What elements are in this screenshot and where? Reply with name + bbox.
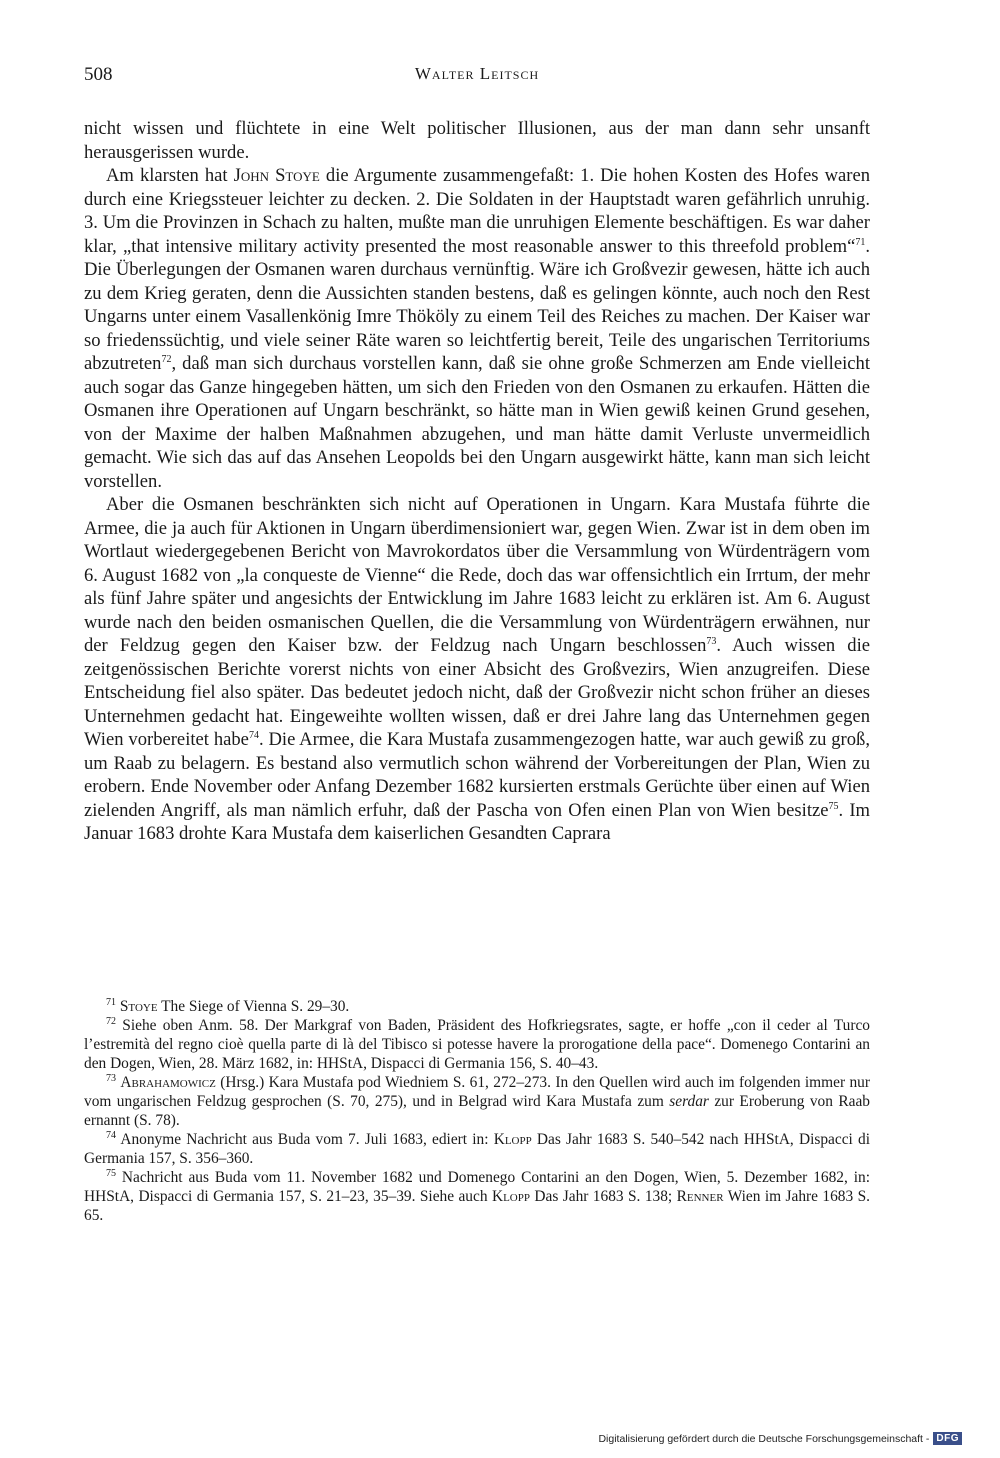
footnote-74: $^{74}$ Anonyme Nachricht aus Buda vom 7. Juli 1683, ediert in: Klopp Das Jahr 1683 S. 540–542 nach HHStA, Dispacci di Germania 157, S. 356–360. xyxy=(84,1129,870,1167)
author-name: Stoye xyxy=(119,998,158,1015)
footnote-ref: 75 xyxy=(828,800,839,812)
footnotes xyxy=(84,997,870,1225)
footnote-ref: 74 xyxy=(248,729,259,741)
footnote-ref: 72 xyxy=(161,353,172,365)
paragraph: Aber die Osmanen beschränkten sich nicht auf Operationen in Ungarn. Kara Mustafa führte die Armee, die ja auch für Aktionen in Ungarn überdimensioniert war, gegen Wien. Zwar ist in dem oben im Wortlaut wiedergegebenen Bericht von Mavrokordatos über die Versammlung von Würdenträgern vom 6. August 1682 von „la conqueste de Vienne“ die Rede, doch das war offensichtlich ein Irrtum, der mehr als fünf Jahre später und angesichts der Entwicklung im Jahre 1683 leicht zu erklären ist. Am 6. August wurde nach den beiden osmanischen Quellen, die die Versammlung von Würdenträgern erwähnen, nur der Feldzug gegen den Kaiser bzw. der Feldzug nach Ungarn beschlossen$^{73}$. Auch wissen die zeitgenössischen Berichte vorerst nichts von einer Absicht des Großvezirs, Wien anzugreifen. Diese Entscheidung fiel also später. Das bedeutet jedoch nicht, daß der Großvezir nicht schon früher an dieses Unternehmen gedacht hat. Eingeweihte wollten wissen, daß er drei Jahre lang das Unternehmen gegen Wien vorbereitet habe$^{74}$. Die Armee, die Kara Mustafa zusammengezogen hatte, war auch gewiß zu groß, um Raab zu belagern. Es bestand also vermutlich schon während der Vorbereitungen der Plan, Wien zu erobern. Ende November oder Anfang Dezember 1682 kursierten erstmals Gerüchte über einen auf Wien zielenden Angriff, als man nämlich erfuhr, daß der Pascha von Ofen einen Plan von Wien besitze$^{75}$. Im Januar 1683 drohte Kara Mustafa dem kaiserlichen Gesandten Caprara xyxy=(84,494,871,844)
footnote-75: $^{75}$ Nachricht aus Buda vom 11. November 1682 und Domenego Contarini an den Dogen, Wien, 5. Dezember 1682, in: HHStA, Dispacci di Germania 157, S. 21–23, 35–39. Siehe auch Klopp Das Jahr 1683 S. 138; Renner Wien im Jahre 1683 S. 65. xyxy=(84,1167,870,1224)
dfg-logo-icon: DFG xyxy=(933,1432,962,1445)
page-number: 508 xyxy=(84,64,113,85)
footnote-ref: 73 xyxy=(706,635,717,647)
main-text xyxy=(84,117,870,846)
footnote-73: $^{73}$ Abrahamowicz (Hrsg.) Kara Mustafa pod Wiedniem S. 61, 272–273. In den Quellen wird auch im folgenden immer nur vom ungarischen Feldzug gesprochen (S. 70, 275), und in Belgrad wird Kara Mustafa zum serdar zur Eroberung von Raab ernannt (S. 78). xyxy=(84,1072,870,1129)
author-name: Renner xyxy=(676,1188,724,1205)
footnote-ref: 71 xyxy=(855,236,866,248)
author-name: John Stoye xyxy=(233,165,320,186)
footnote-72: $^{72}$ Siehe oben Anm. 58. Der Markgraf von Baden, Präsident des Hofkriegsrates, sagte, er hoffe „con il ceder al Turco l’estremità del regno cioè quella parte di là del Tibisco si potesse havere la prorogatione della pace“. Domenego Contarini an den Dogen, Wien, 28. März 1682, in: HHStA, Dispacci di Germania 156, S. 40–43. xyxy=(84,1015,870,1072)
author-name: Klopp xyxy=(491,1188,530,1205)
paragraph: Am klarsten hat John Stoye die Argumente zusammengefaßt: 1. Die hohen Kosten des Hofes waren durch eine Kriegssteuer leichter zu decken. 2. Die Soldaten in der Hauptstadt waren gefährlich unruhig. 3. Um die Provinzen in Schach zu halten, mußte man die unruhigen Elemente beschäftigen. Es war daher klar, „that intensive military activity presented the most reasonable answer to this threefold problem“$^{71}$. Die Überlegungen der Osmanen waren durchaus vernünftig. Wäre ich Großvezir gewesen, hätte ich auch zu dem Krieg geraten, denn die Aussichten standen bestens, daß es gelingen könnte, auch noch den Rest Ungarns unter einem Vasallenkönig Imre Thököly zu einem Teil des Reiches zu machen. Der Kaiser war so friedenssüchtig, und viele seiner Räte waren so leichtfertig bereit, Teile des ungarischen Territoriums abzutreten$^{72}$, daß man sich durchaus vorstellen kann, daß sie ohne große Schmerzen am Ende vielleicht auch sogar das Ganze hingegeben hätten, um sich den Frieden von den Osmanen zu erkaufen. Hätten die Osmanen ihre Operationen auf Ungarn beschränkt, so hätte man in Wien gewiß keinen Grund gesehen, von der Maxime der halben Maßnahmen abzugehen, und man hätte damit Verluste unvermeidlich gemacht. Wie sich das auf das Ansehen Leopolds bei den Ungarn ausgewirkt hätte, kann man sich leicht vorstellen. xyxy=(84,165,870,492)
author-name: Abrahamowicz xyxy=(120,1074,216,1091)
digitization-credit xyxy=(598,1432,962,1445)
page-header xyxy=(84,64,870,90)
paragraph: nicht wissen und flüchtete in eine Welt politischer Illusionen, aus der man dann sehr unsanft herausgerissen wurde. xyxy=(84,118,870,163)
footnote-71: $^{71}$ Stoye The Siege of Vienna S. 29–30. xyxy=(106,996,350,1015)
credit-text: Digitalisierung gefördert durch die Deutsche Forschungsgemeinschaft - xyxy=(598,1432,930,1445)
running-head: Walter Leitsch xyxy=(414,64,540,83)
author-name: Klopp xyxy=(493,1131,532,1148)
